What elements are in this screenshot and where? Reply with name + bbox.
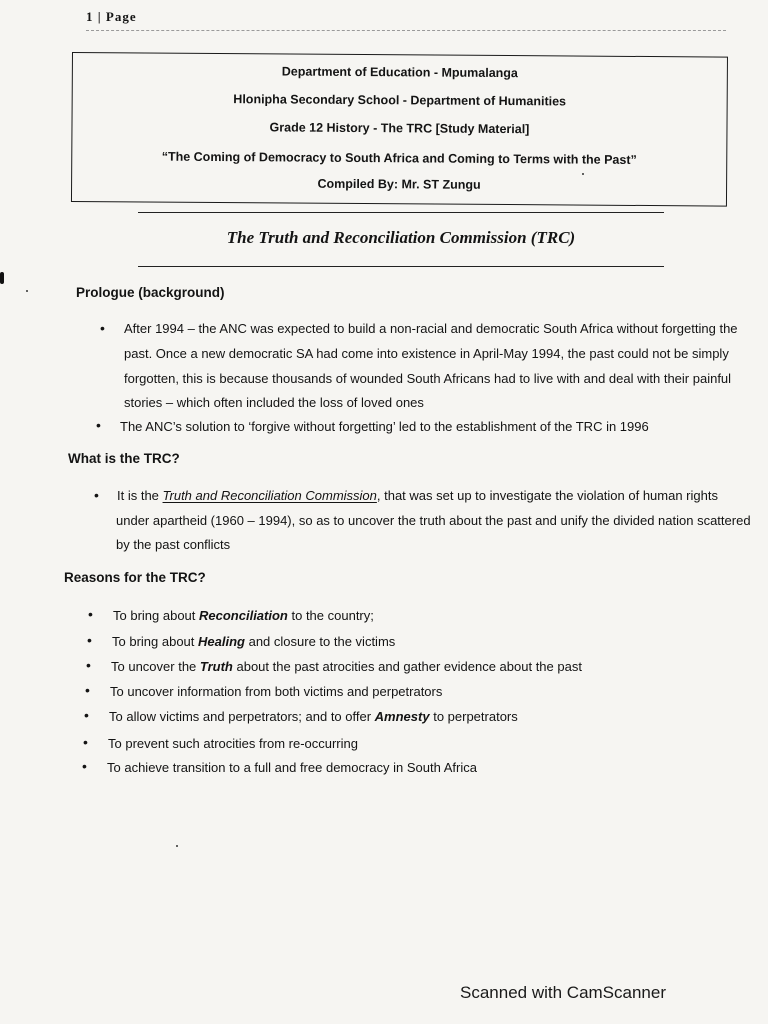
bullet-icon: •	[88, 606, 93, 622]
prologue-bullet-1-line-2: past. Once a new democratic SA had come into existence in April-May 1994, the past could not be simply	[124, 346, 729, 361]
page-number: 1 | Page	[86, 9, 137, 24]
bullet-icon: •	[85, 682, 90, 698]
bullet-icon: •	[82, 758, 87, 774]
what-line-3: by the past conflicts	[116, 537, 231, 552]
prologue-bullet-1-line-4: stories – which often included the loss of loved ones	[124, 395, 424, 410]
scan-dot	[176, 845, 178, 847]
document-header-box	[71, 52, 728, 207]
reason-4: To uncover information from both victims and perpetrators	[110, 684, 443, 699]
bullet-icon: •	[87, 632, 92, 648]
bullet-icon: •	[83, 734, 88, 750]
bullet-icon: •	[94, 487, 99, 503]
scan-dot	[582, 173, 584, 175]
reason-5: To allow victims and perpetrators; and to offer Amnesty to perpetrators	[109, 709, 518, 724]
prologue-bullet-1-line-3: forgotten, this is because thousands of wounded South Africans had to live with and deal with their painful	[124, 371, 732, 386]
what-line-2: under apartheid (1960 – 1994), so as to uncover the truth about the past and unify the divided nation scattered	[116, 513, 751, 528]
trc-full-name: Truth and Reconciliation Commission	[162, 488, 377, 503]
page-number-value: 1	[86, 9, 94, 24]
reasons-heading: Reasons for the TRC?	[64, 570, 206, 585]
what-heading: What is the TRC?	[68, 451, 180, 466]
header-compiler: Compiled By: Mr. ST Zungu	[317, 176, 481, 192]
reason-1: To bring about Reconciliation to the country;	[113, 608, 374, 623]
page-number-label: Page	[105, 9, 137, 24]
header-department: Department of Education - Mpumalanga	[281, 64, 518, 81]
bullet-icon: •	[86, 657, 91, 673]
reason-2: To bring about Healing and closure to the victims	[112, 634, 396, 649]
prologue-bullet-1-line-1: After 1994 – the ANC was expected to build a non-racial and democratic South Africa without forgetting the	[124, 321, 738, 336]
bullet-icon: •	[100, 320, 105, 336]
scan-margin-mark	[0, 272, 4, 284]
document-title: The Truth and Reconciliation Commission (TRC)	[226, 228, 576, 247]
header-topic: “The Coming of Democracy to South Africa and Coming to Terms with the Past”	[161, 149, 637, 167]
camscanner-watermark: Scanned with CamScanner	[460, 983, 667, 1002]
prologue-heading: Prologue (background)	[76, 285, 225, 300]
reason-3: To uncover the Truth about the past atrocities and gather evidence about the past	[111, 659, 582, 674]
prologue-bullet-2: The ANC’s solution to ‘forgive without forgetting’ led to the establishment of the TRC in 1996	[120, 419, 649, 434]
reason-6: To prevent such atrocities from re-occurring	[108, 736, 358, 751]
header-school: Hlonipha Secondary School - Department of Humanities	[233, 92, 567, 109]
page-header-rule	[86, 30, 726, 31]
title-bottom-rule	[138, 266, 664, 267]
bullet-icon: •	[84, 707, 89, 723]
title-top-rule	[138, 212, 664, 213]
scan-dot	[26, 290, 28, 292]
header-subject: Grade 12 History - The TRC [Study Material]	[269, 120, 530, 137]
what-line-1: It is the Truth and Reconciliation Commission, that was set up to investigate the violation of human rights	[117, 488, 718, 503]
reason-7: To achieve transition to a full and free democracy in South Africa	[107, 760, 477, 775]
bullet-icon: •	[96, 417, 101, 433]
